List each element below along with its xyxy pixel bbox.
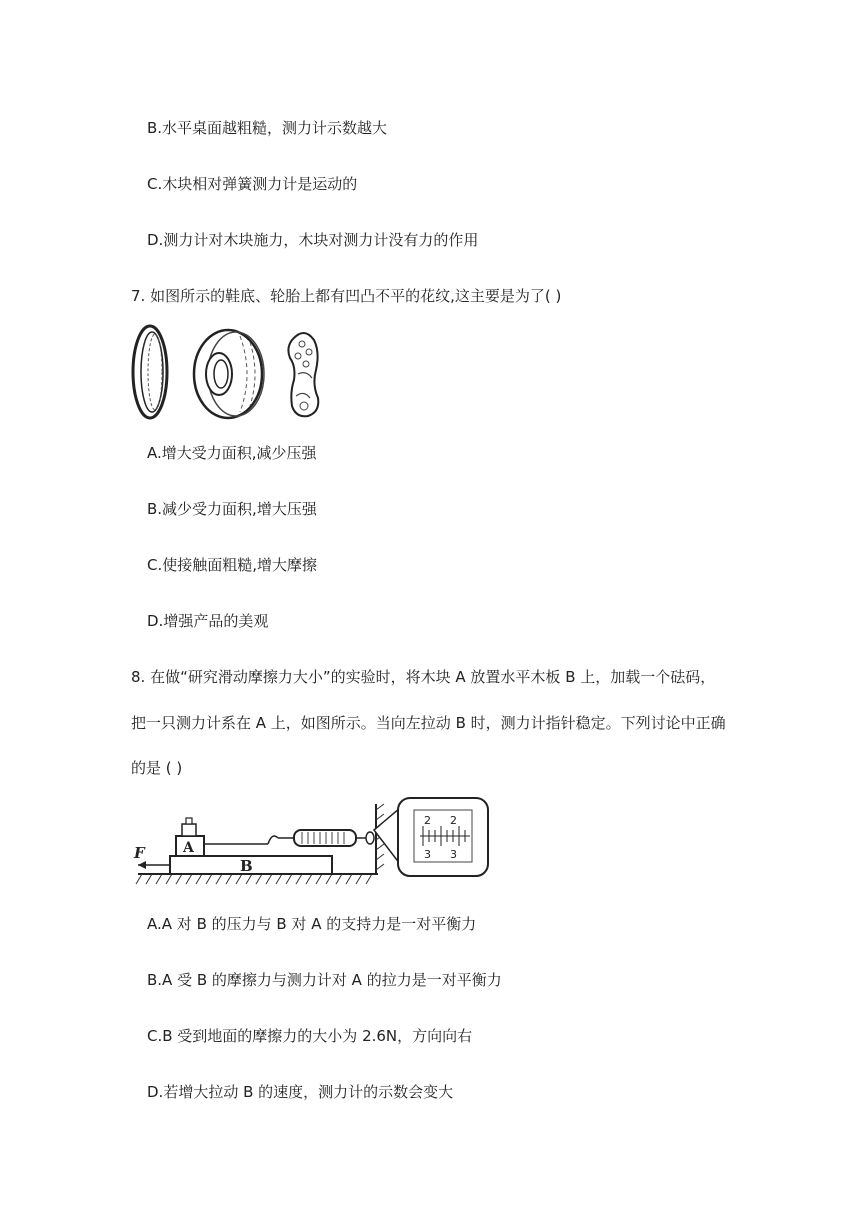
q7-option-a: A.增大受力面积,减少压强	[147, 444, 317, 462]
question-8-stem-line-3: 的是 ( )	[131, 759, 183, 777]
thin-tire-icon	[133, 326, 167, 418]
option-d: D.测力计对木块施力，木块对测力计没有力的作用	[147, 231, 479, 249]
svg-text:3: 3	[450, 848, 457, 861]
option-c: C.木块相对弹簧测力计是运动的	[147, 175, 358, 193]
weight	[182, 824, 196, 836]
question-8-stem-line-1: 8. 在做“研究滑动摩擦力大小”的实验时，将木块 A 放置水平木板 B 上，加载一个砝码，	[131, 668, 716, 686]
spring-scale	[294, 830, 356, 846]
q7-option-c: C.使接触面粗糙,增大摩擦	[147, 556, 318, 574]
q8-friction-apparatus-figure	[128, 794, 494, 894]
force-label: F	[134, 844, 145, 862]
svg-text:2: 2	[450, 814, 457, 827]
q7-option-b: B.减少受力面积,增大压强	[147, 500, 317, 518]
question-8-stem-line-2: 把一只测力计系在 A 上，如图所示。当向左拉动 B 时，测力计指针稳定。下列讨论中正确	[131, 714, 726, 732]
board-b-label: B	[240, 857, 253, 875]
question-7-stem: 7. 如图所示的鞋底、轮胎上都有凹凸不平的花纹,这主要是为了( )	[131, 287, 562, 305]
ground-hatching	[136, 874, 372, 884]
q8-option-c: C.B 受到地面的摩擦力的大小为 2.6N，方向向右	[147, 1027, 473, 1045]
q8-option-b: B.A 受 B 的摩擦力与测力计对 A 的拉力是一对平衡力	[147, 971, 502, 989]
q7-figure-shoe-tire	[128, 322, 328, 424]
scale-digit-top: 2	[424, 814, 431, 827]
q8-option-a: A.A 对 B 的压力与 B 对 A 的支持力是一对平衡力	[147, 915, 477, 933]
option-b: B.水平桌面越粗糙，测力计示数越大	[147, 119, 388, 137]
q8-option-d: D.若增大拉动 B 的速度，测力计的示数会变大	[147, 1083, 454, 1101]
q7-option-d: D.增强产品的美观	[147, 612, 269, 630]
scale-digit-bottom: 3	[424, 848, 431, 861]
thick-tire-icon	[194, 330, 264, 418]
block-a-label: A	[183, 840, 194, 856]
shoe-sole-icon	[288, 333, 318, 416]
